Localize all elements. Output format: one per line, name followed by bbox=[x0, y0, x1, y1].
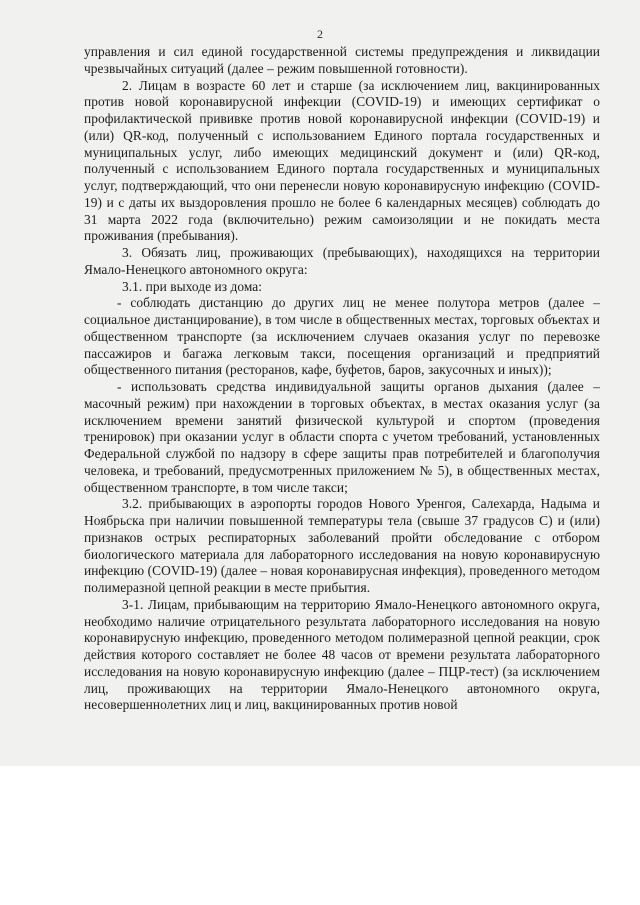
document-text bbox=[84, 44, 600, 714]
paragraph-item-2: 2. Лицам в возрасте 60 лет и старше (за исключением лиц, вакцинированных против новой коронавирусной инфекции (COVID-19) и имеющих сертификат о профилактической прививке против новой коронавирусной инфекции (COVID-19) и (или) QR-код, полученный с использованием Единого портала государственных и муниципальных услуг, либо имеющих медицинский документ и (или) QR-код, полученный с использованием Единого портала государственных и муниципальных услуг, подтверждающий, что они перенесли новую коронавирусную инфекцию (COVID-19) и с даты их выздоровления прошло не более 6 календарных месяцев) соблюдать до 31 марта 2022 года (включительно) режим самоизоляции и не покидать места проживания (пребывания). bbox=[84, 77, 600, 244]
paragraph-item-3-1: 3.1. при выходе из дома: bbox=[122, 278, 263, 294]
paragraph-item-3-2: 3.2. прибывающих в аэропорты городов Нового Уренгоя, Салехарда, Надыма и Ноябрьска при наличии повышенной температуры тела (свыше 37 градусов С) и (или) признаков острых респираторных заболеваний пройти обследование с отбором биологического материала для лабораторного исследования на новую коронавирусную инфекцию (COVID-19) (далее – новая коронавирусная инфекция), проведенного методом полимеразной цепной реакции в месте прибытия. bbox=[84, 496, 600, 595]
page-number: 2 bbox=[317, 27, 323, 41]
paragraph-mask-regime: - использовать средства индивидуальной защиты органов дыхания (далее – масочный режим) при нахождении в торговых объектах, в местах оказания услуг (за исключением времени занятий физической культурой и спортом (проведения тренировок) при оказании услуг в области спорта с учетом требований, установленных Федеральной службой по надзору в сфере защиты прав потребителей и благополучия человека, и требований, предусмотренных приложением № 5), в общественных местах, общественном транспорте, в том числе такси; bbox=[84, 379, 600, 495]
paragraph-continuation: управления и сил единой государственной системы предупреждения и ликвидации чрезвычайных ситуаций (далее – режим повышенной готовности). bbox=[84, 44, 600, 76]
blank-margin bbox=[0, 766, 640, 905]
paragraph-item-3: 3. Обязать лиц, проживающих (пребывающих), находящихся на территории Ямало-Ненецкого автономного округа: bbox=[84, 245, 600, 277]
paragraph-item-3-1-dash: 3-1. Лицам, прибывающим на территорию Ямало-Ненецкого автономного округа, необходимо наличие отрицательного результата лабораторного исследования на новую коронавирусную инфекцию, проведенного методом полимеразной цепной реакции, срок действия которого составляет не более 48 часов от времени результата лабораторного исследования на новую коронавирусную инфекцию (далее – ПЦР-тест) (за исключением лиц, проживающих на территории Ямало-Ненецкого автономного округа, несовершеннолетних лиц и лиц, вакцинированных против новой bbox=[84, 596, 600, 713]
paragraph-distancing: - соблюдать дистанцию до других лиц не менее полутора метров (далее – социальное дистанцирование), в том числе в общественных местах, торговых объектах и общественном транспорте (за исключением случаев оказания услуг по перевозке пассажиров и багажа легковым такси, посещения организаций и предприятий общественного питания (ресторанов, кафе, буфетов, баров, закусочных и иных)); bbox=[84, 295, 600, 378]
